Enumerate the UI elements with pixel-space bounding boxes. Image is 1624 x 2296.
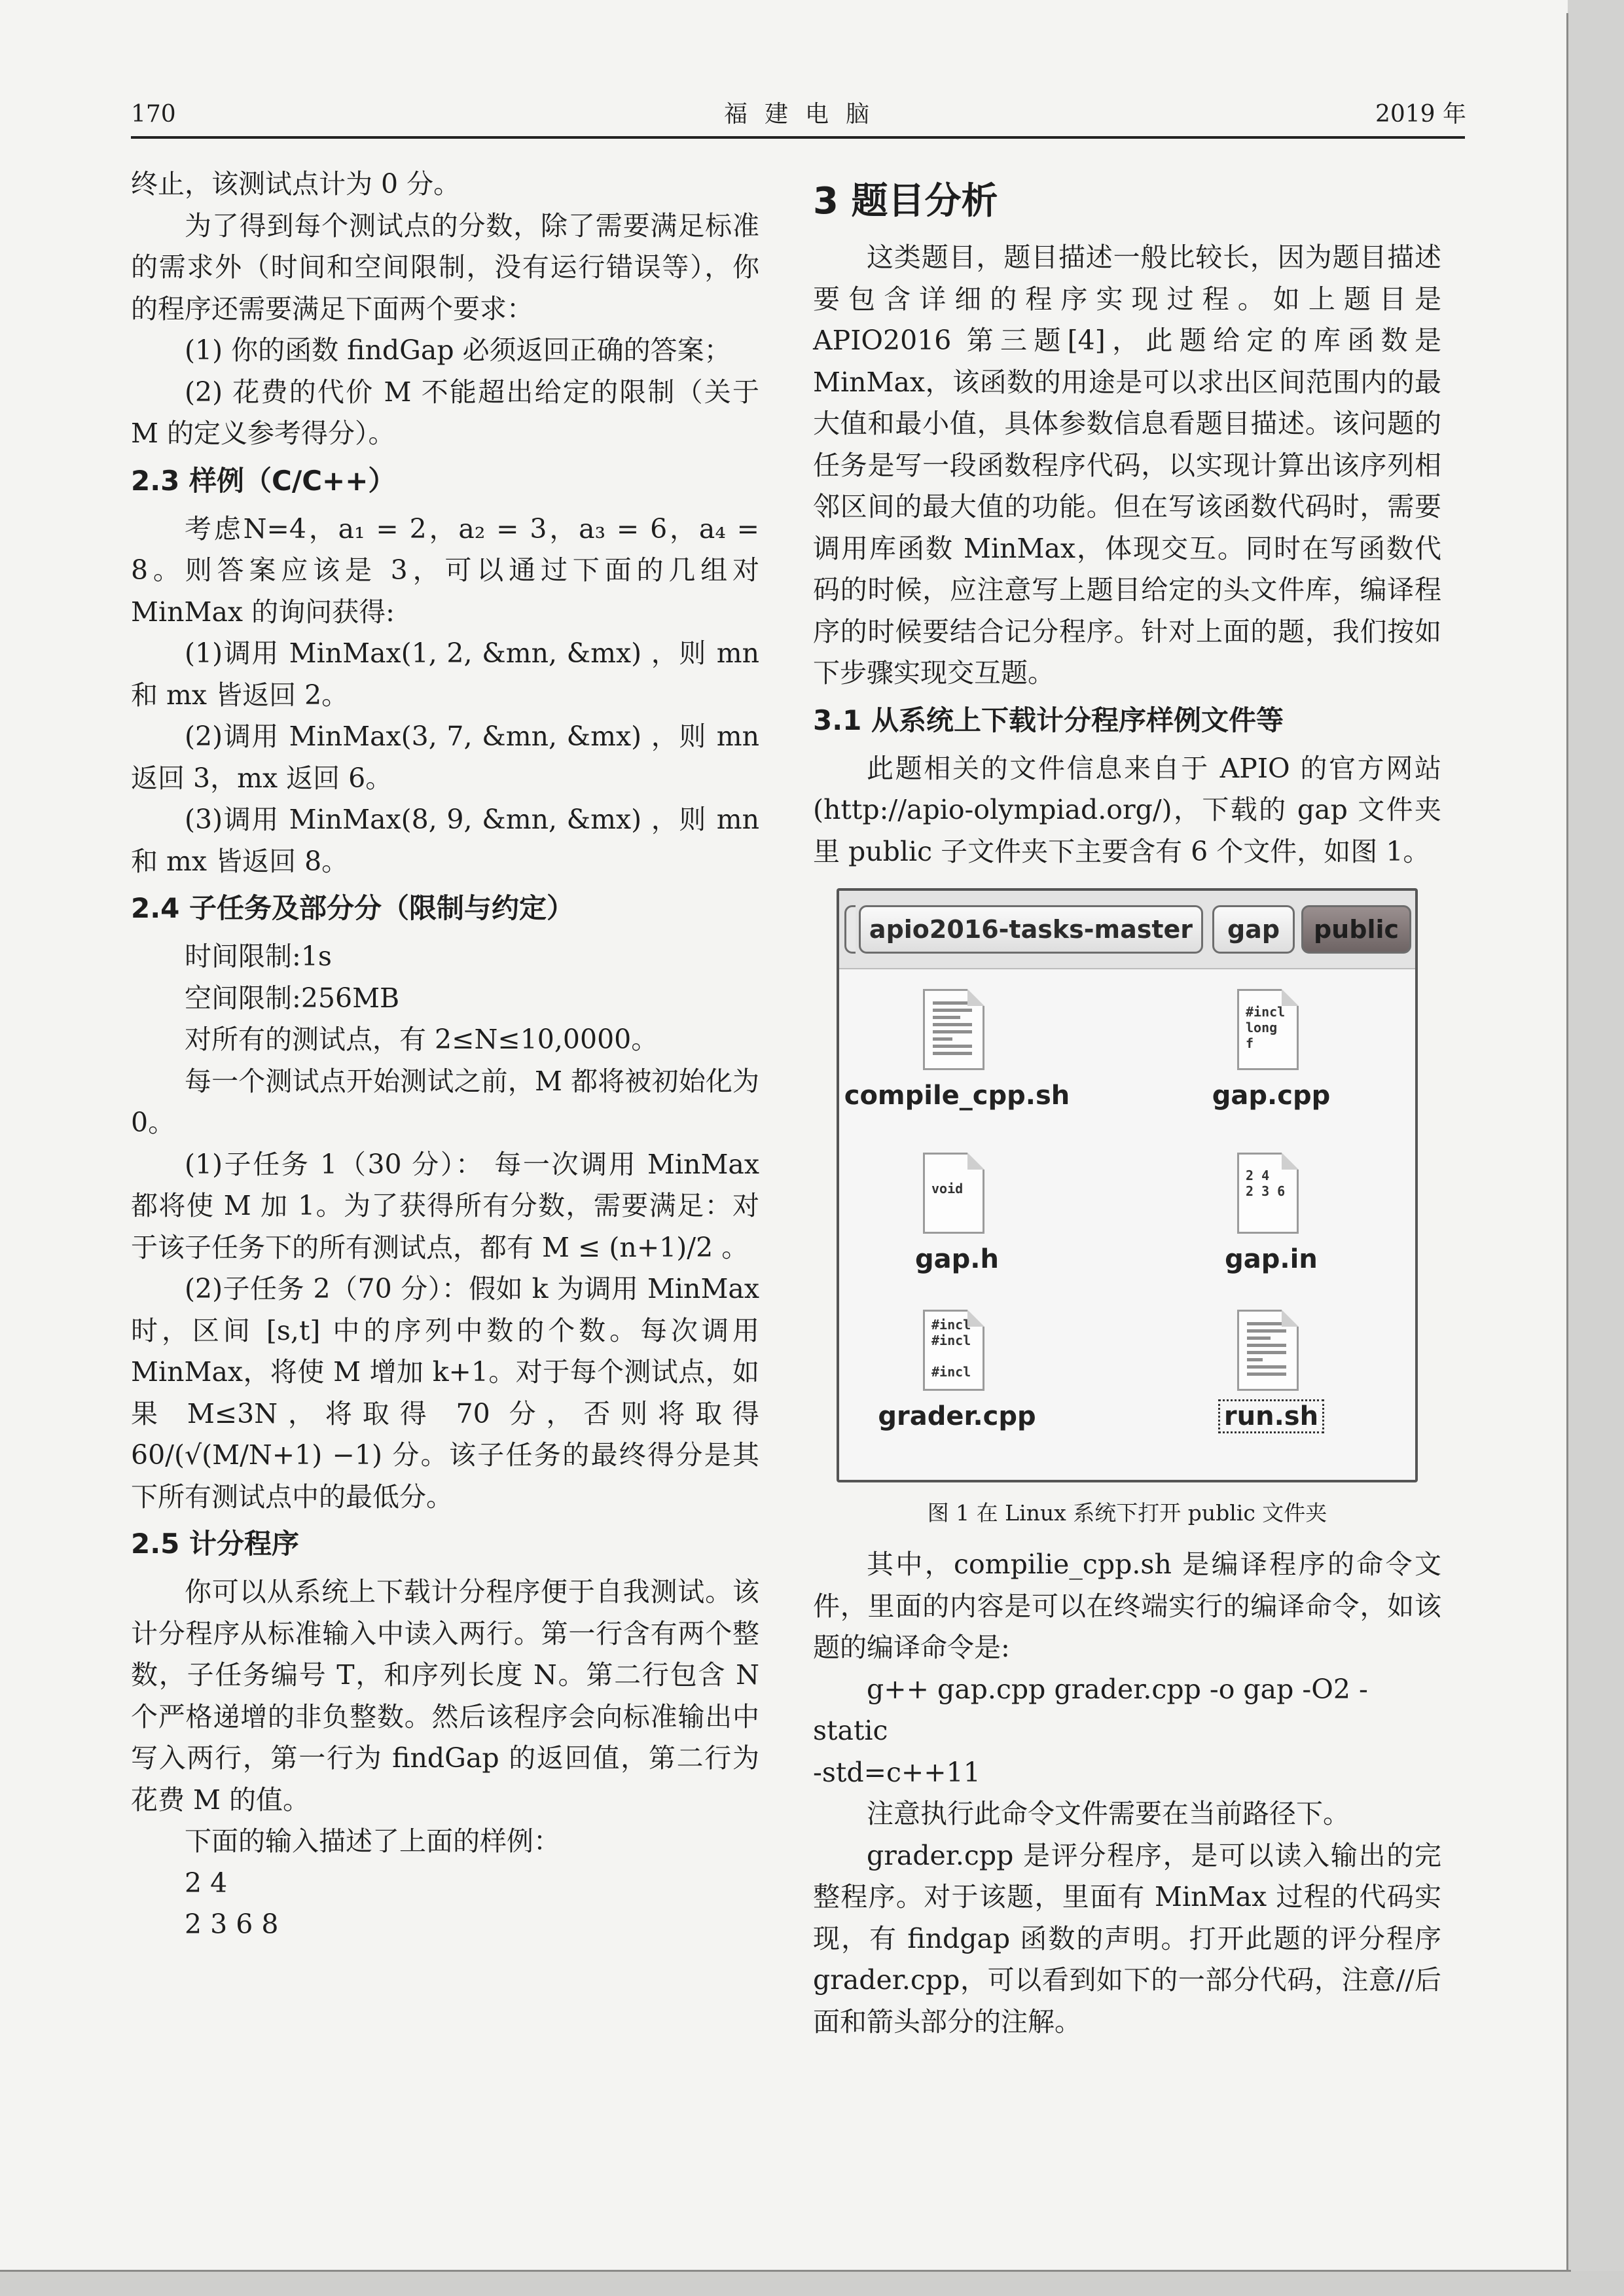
- file-name: grader.cpp: [878, 1401, 1036, 1431]
- paragraph-files: 此题相关的文件信息来自于 APIO 的官方网站 (http://apio-olympiad.org/)，下载的 gap 文件夹里 public 子文件夹下主要含有 6 个文件，如图 1。: [813, 752, 1441, 867]
- file-compile-cpp-sh[interactable]: [844, 989, 1070, 1146]
- file-gap-h[interactable]: [852, 1153, 1062, 1310]
- constraint-range: 对所有的测试点，有 2≤N≤10,0000。: [185, 1024, 659, 1055]
- path-bar: [839, 891, 1415, 969]
- data-file-icon: 2 4 2 3 6: [1237, 1153, 1299, 1234]
- call-1: (1)调用 MinMax(1, 2, &mn, &mx) ，则 mn 和 mx 皆返回 2。: [131, 637, 759, 711]
- header-file-icon: void: [923, 1153, 984, 1234]
- breadcrumb-apio2016-tasks-master[interactable]: apio2016-tasks-master: [859, 905, 1203, 954]
- file-gap-cpp[interactable]: [1166, 989, 1376, 1146]
- scan-shadow-right: [1568, 0, 1624, 2296]
- space-limit: 空间限制:256MB: [185, 982, 400, 1014]
- heading-3: 3 题目分析: [813, 180, 998, 223]
- sample-line-1: 2 4: [185, 1867, 228, 1899]
- issue-year: 2019 年: [1375, 101, 1466, 128]
- heading-2-5: 2.5 计分程序: [131, 1528, 300, 1560]
- sample-line-2: 2 3 6 8: [185, 1909, 279, 1940]
- file-name: gap.cpp: [1212, 1081, 1331, 1111]
- paragraph-compile: 其中，compilie_cpp.sh 是编译程序的命令文件，里面的内容是可以在终端实行的编译命令，如该题的编译命令是:: [813, 1549, 1441, 1663]
- text-file-icon: [1237, 1310, 1299, 1391]
- heading-3-1: 3.1 从系统上下载计分程序样例文件等: [813, 704, 1284, 736]
- heading-2-3: 2.3 样例（C/C++）: [131, 464, 396, 497]
- file-manager-figure: [837, 888, 1418, 1482]
- paragraph-path: 注意执行此命令文件需要在当前路径下。: [867, 1798, 1350, 1829]
- heading-2-4: 2.4 子任务及部分分（限制与约定）: [131, 892, 575, 924]
- compile-command-line-2: -std=c++11: [813, 1756, 981, 1788]
- file-name-selected: run.sh: [1153, 1400, 1389, 1433]
- breadcrumb-gap[interactable]: gap: [1212, 905, 1295, 954]
- file-run-sh[interactable]: [1166, 1310, 1376, 1467]
- paragraph-end: 终止，该测试点计为 0 分。: [131, 168, 461, 200]
- page-edge-right: [1566, 13, 1568, 2284]
- init-note: 每一个测试点开始测试之前，M 都将被初始化为 0。: [131, 1065, 759, 1138]
- file-gap-in[interactable]: [1166, 1153, 1376, 1310]
- time-limit: 时间限制:1s: [185, 941, 332, 972]
- path-bar-left-arrow[interactable]: [844, 905, 856, 954]
- journal-title: 福建电脑: [723, 101, 886, 128]
- scan-shadow-bottom: [0, 2271, 1624, 2296]
- requirement-1: (1) 你的函数 findGap 必须返回正确的答案；: [185, 334, 731, 366]
- file-grader-cpp[interactable]: [852, 1310, 1062, 1467]
- page-number: 170: [131, 101, 176, 128]
- call-3: (3)调用 MinMax(8, 9, &mn, &mx) ，则 mn 和 mx 皆返回 8。: [131, 804, 759, 877]
- right-column: [813, 164, 1441, 2043]
- cpp-file-icon: #incl long f: [1237, 989, 1299, 1070]
- left-column: [131, 164, 759, 1946]
- text-file-icon: [923, 989, 984, 1070]
- call-2: (2)调用 MinMax(3, 7, &mn, &mx) ，则 mn 返回 3，mx 返回 6。: [131, 721, 759, 794]
- figure-caption: 图 1 在 Linux 系统下打开 public 文件夹: [927, 1500, 1327, 1526]
- file-name: compile_cpp.sh: [844, 1081, 1070, 1111]
- subtask-1: (1)子任务 1（30 分）： 每一次调用 MinMax 都将使 M 加 1。为了获得所有分数，需要满足：对于该子任务下的所有测试点，都有 M ≤ (n+1)/2 。: [131, 1148, 759, 1263]
- paragraph-grader: 你可以从系统上下载计分程序便于自我测试。该计分程序从标准输入中读入两行。第一行含有两个整数，子任务编号 T，和序列长度 N。第二行包含 N 个严格递增的非负整数。然后该程序会向标准输出中写入两行，第一行为 findGap 的返回值，第二行为花费 M 的值。: [131, 1576, 759, 1816]
- requirement-2: (2) 花费的代价 M 不能超出给定的限制（关于 M 的定义参考得分）。: [131, 376, 759, 449]
- page-edge-bottom: [0, 2270, 1571, 2272]
- paragraph-sample-input: 下面的输入描述了上面的样例：: [185, 1825, 560, 1857]
- compile-command-line-1: g++ gap.cpp grader.cpp -o gap -O2 -static: [813, 1673, 1368, 1746]
- paragraph-analysis: 这类题目，题目描述一般比较长，因为题目描述要包含详细的程序实现过程。如上题目是 APIO2016 第三题[4]，此题给定的库函数是 MinMax，该函数的用途是可以求出区间范围内的最大值和最小值，具体参数信息看题目描述。该问题的任务是写一段函数程序代码，以实现计算出该序列相邻区间的最大值的功能。但在写该函数代码时，需要调用库函数 MinMax，体现交互。同时在写函数代码的时候，应注意写上题目给定的头文件库，编译程序的时候要结合记分程序。针对上面的题，我们按如下步骤实现交互题。: [813, 242, 1441, 689]
- paragraph-example: 考虑N=4，a₁ = 2，a₂ = 3，a₃ = 6，a₄ = 8。则答案应该是 3，可以通过下面的几组对 MinMax 的询问获得:: [131, 512, 759, 628]
- cpp-file-icon: #incl #incl #incl: [923, 1310, 984, 1391]
- header-rule: [131, 136, 1465, 139]
- paragraph-score: 为了得到每个测试点的分数，除了需要满足标准的需求外（时间和空间限制，没有运行错误等），你的程序还需要满足下面两个要求：: [131, 209, 759, 325]
- subtask-2: (2)子任务 2（70 分）：假如 k 为调用 MinMax 时，区间 [s,t] 中的序列中数的个数。每次调用 MinMax，将使 M 增加 k+1。对于每个测试点，如果 M≤3N，将取得 70 分，否则将取得 60/(√(M/N+1) −1) 分。该子任务的最终得分是其下所有测试点中的最低分。: [131, 1273, 759, 1513]
- breadcrumb-public[interactable]: public: [1301, 905, 1411, 954]
- file-name: gap.h: [915, 1244, 999, 1274]
- file-name: gap.in: [1225, 1244, 1318, 1274]
- paragraph-grader-cpp: grader.cpp 是评分程序，是可以读入输出的完整程序。对于该题，里面有 MinMax 过程的代码实现，有 findgap 函数的声明。打开此题的评分程序 grader.cpp，可以看到如下的一部分代码，注意//后面和箭头部分的注解。: [813, 1839, 1441, 2037]
